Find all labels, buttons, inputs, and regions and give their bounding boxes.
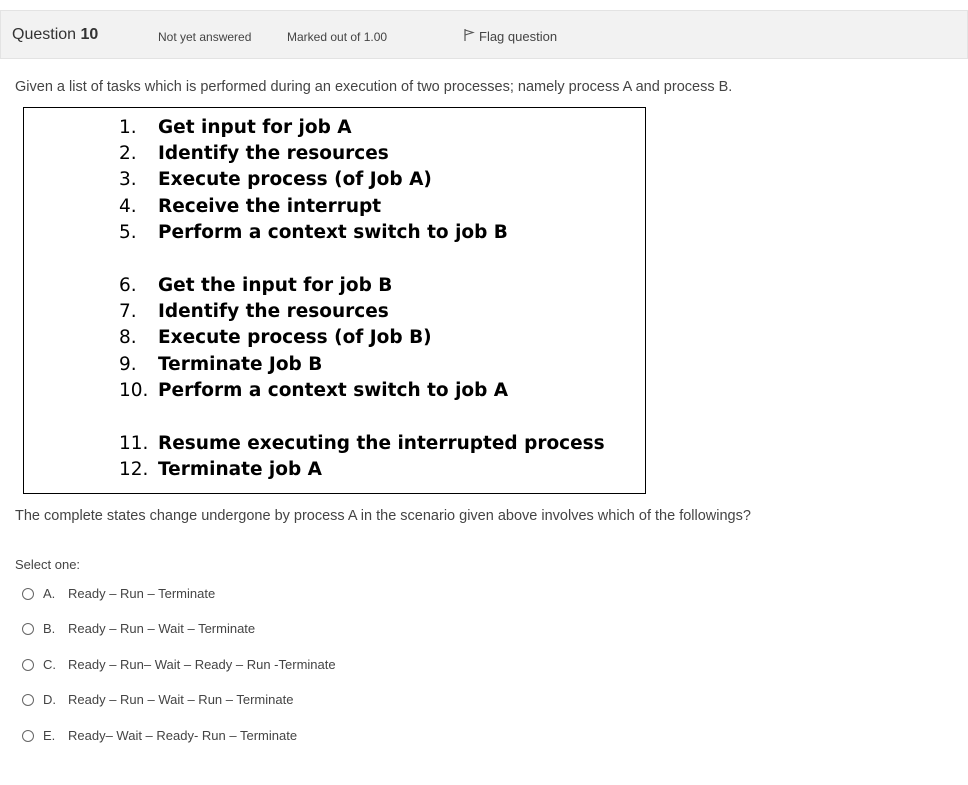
option-letter: E. (43, 728, 56, 743)
task-item (119, 433, 605, 454)
task-text: Terminate job A (158, 459, 322, 480)
task-text: Perform a context switch to job B (158, 222, 508, 243)
option-letter: A. (43, 586, 56, 601)
question-number-value: 10 (80, 26, 99, 43)
task-text: Receive the interrupt (158, 196, 382, 217)
task-number: 9. (119, 354, 137, 375)
task-number: 2. (119, 143, 137, 164)
option-text[interactable]: Ready – Run– Wait – Ready – Run -Terminate (68, 657, 336, 672)
option-letter: D. (43, 692, 56, 707)
question-state: Not yet answered (158, 30, 252, 44)
task-item (119, 117, 352, 138)
flag-icon (463, 28, 475, 45)
task-number: 10. (119, 380, 149, 401)
answer-option-c[interactable] (22, 657, 336, 672)
radio-button[interactable] (22, 730, 34, 742)
option-text[interactable]: Ready – Run – Wait – Run – Terminate (68, 692, 294, 707)
task-text: Execute process (of Job A) (158, 169, 432, 190)
question-number (12, 26, 98, 44)
task-text: Execute process (of Job B) (158, 327, 432, 348)
task-item (119, 143, 389, 164)
answer-option-a[interactable] (22, 586, 215, 601)
option-text[interactable]: Ready– Wait – Ready- Run – Terminate (68, 728, 298, 743)
flag-question-label: Flag question (479, 29, 558, 44)
option-text[interactable]: Ready – Run – Wait – Terminate (68, 621, 256, 636)
task-text: Perform a context switch to job A (158, 380, 509, 401)
task-number: 12. (119, 459, 149, 480)
task-number: 1. (119, 117, 137, 138)
task-list-box (23, 107, 646, 494)
question-grade: Marked out of 1.00 (287, 30, 388, 44)
task-text: Identify the resources (158, 143, 389, 164)
radio-button[interactable] (22, 588, 34, 600)
option-text[interactable]: Ready – Run – Terminate (68, 586, 216, 601)
question-label: Question (12, 26, 77, 43)
answer-option-b[interactable] (22, 621, 255, 636)
radio-button[interactable] (22, 694, 34, 706)
task-text: Identify the resources (158, 301, 389, 322)
task-item (119, 459, 322, 480)
task-item (119, 196, 381, 217)
task-item (119, 301, 389, 322)
answer-option-d[interactable] (22, 692, 293, 707)
answer-option-e[interactable] (22, 728, 297, 743)
radio-button[interactable] (22, 623, 34, 635)
task-text: Get input for job A (158, 117, 352, 138)
question-header (0, 10, 968, 59)
task-text: Resume executing the interrupted process (158, 433, 605, 454)
question-prompt: Given a list of tasks which is performed during an execution of two processes; namely process A and process B. (15, 79, 733, 95)
task-item (119, 275, 392, 296)
task-number: 5. (119, 222, 137, 243)
question-text: The complete states change undergone by process A in the scenario given above involves which of the followings? (15, 508, 751, 524)
radio-button[interactable] (22, 659, 34, 671)
task-text: Get the input for job B (158, 275, 393, 296)
task-item (119, 327, 432, 348)
task-item (119, 222, 508, 243)
task-number: 4. (119, 196, 137, 217)
option-letter: C. (43, 657, 56, 672)
option-letter: B. (43, 621, 56, 636)
task-number: 3. (119, 169, 137, 190)
task-item (119, 380, 508, 401)
task-number: 7. (119, 301, 137, 322)
task-item (119, 354, 322, 375)
task-text: Terminate Job B (158, 354, 323, 375)
task-number: 8. (119, 327, 137, 348)
task-number: 6. (119, 275, 137, 296)
select-one-label: Select one: (15, 557, 81, 572)
task-item (119, 169, 432, 190)
task-number: 11. (119, 433, 149, 454)
flag-question-button[interactable] (463, 28, 557, 45)
